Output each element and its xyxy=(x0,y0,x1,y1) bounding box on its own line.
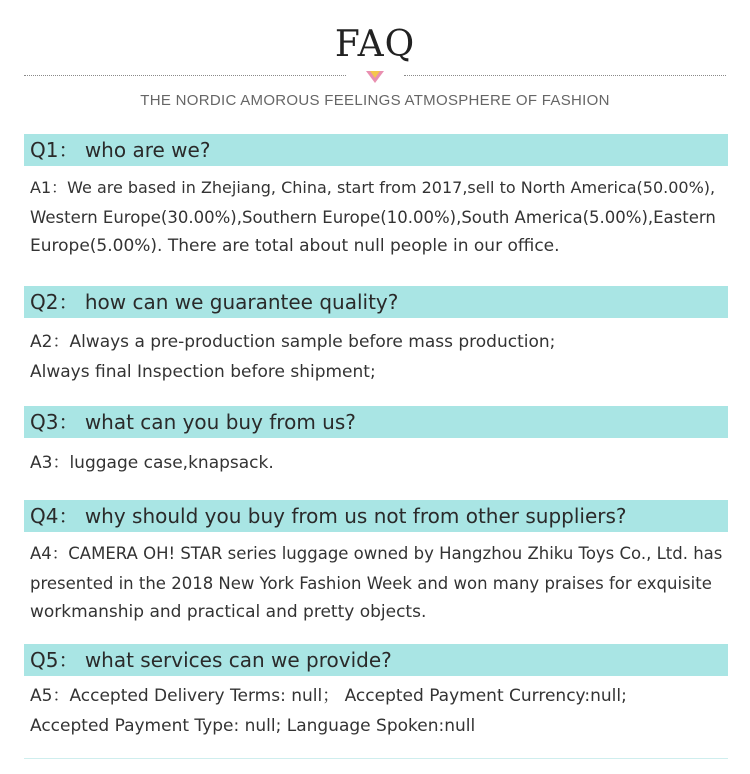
answer-line: A4：CAMERA OH! STAR series luggage owned by Hangzhou Zhiku Toys Co., Ltd. has xyxy=(30,544,723,563)
page-subtitle: THE NORDIC AMOROUS FEELINGS ATMOSPHERE OF FASHION xyxy=(140,92,610,109)
faq-answer-1 xyxy=(30,173,726,262)
question-text: Q5： what services can we provide? xyxy=(30,648,392,672)
faq-answer-4 xyxy=(30,539,726,628)
answer-line: Always final Inspection before shipment; xyxy=(30,361,376,382)
question-text: Q2： how can we guarantee quality? xyxy=(30,290,399,314)
question-text: Q4： why should you buy from us not from other suppliers? xyxy=(30,504,627,528)
answer-line: Europe(5.00%). There are total about null people in our office. xyxy=(30,236,560,256)
faq-question-2 xyxy=(24,286,728,318)
answer-line: A1：We are based in Zhejiang, China, start from 2017,sell to North America(50.00%), xyxy=(30,178,716,197)
faq-question-3 xyxy=(24,406,728,438)
answer-line: Accepted Payment Type: null; Language Spoken:null xyxy=(30,715,476,736)
bottom-divider xyxy=(24,758,728,759)
faq-question-4 xyxy=(24,500,728,532)
answer-line: presented in the 2018 New York Fashion Week and won many praises for exquisite xyxy=(30,573,712,593)
divider-left xyxy=(24,75,346,76)
faq-question-1 xyxy=(24,134,728,166)
page-title: FAQ xyxy=(334,24,416,65)
faq-answer-3 xyxy=(30,449,726,479)
question-text: Q1： who are we? xyxy=(30,138,211,162)
divider-right xyxy=(404,75,726,76)
triangle-marker-inner-icon xyxy=(370,71,380,78)
answer-line: A2：Always a pre-production sample before mass production; xyxy=(30,332,556,352)
answer-line: A3：luggage case,knapsack. xyxy=(30,453,274,473)
answer-line: Western Europe(30.00%),Southern Europe(10.00%),South America(5.00%),Eastern xyxy=(30,207,716,227)
faq-answer-5 xyxy=(30,682,726,741)
faq-answer-2 xyxy=(30,328,726,387)
question-text: Q3： what can you buy from us? xyxy=(30,410,356,434)
faq-question-5 xyxy=(24,644,728,676)
answer-line: A5：Accepted Delivery Terms: null； Accepted Payment Currency:null; xyxy=(30,686,627,706)
answer-line: workmanship and practical and pretty objects. xyxy=(30,602,427,622)
